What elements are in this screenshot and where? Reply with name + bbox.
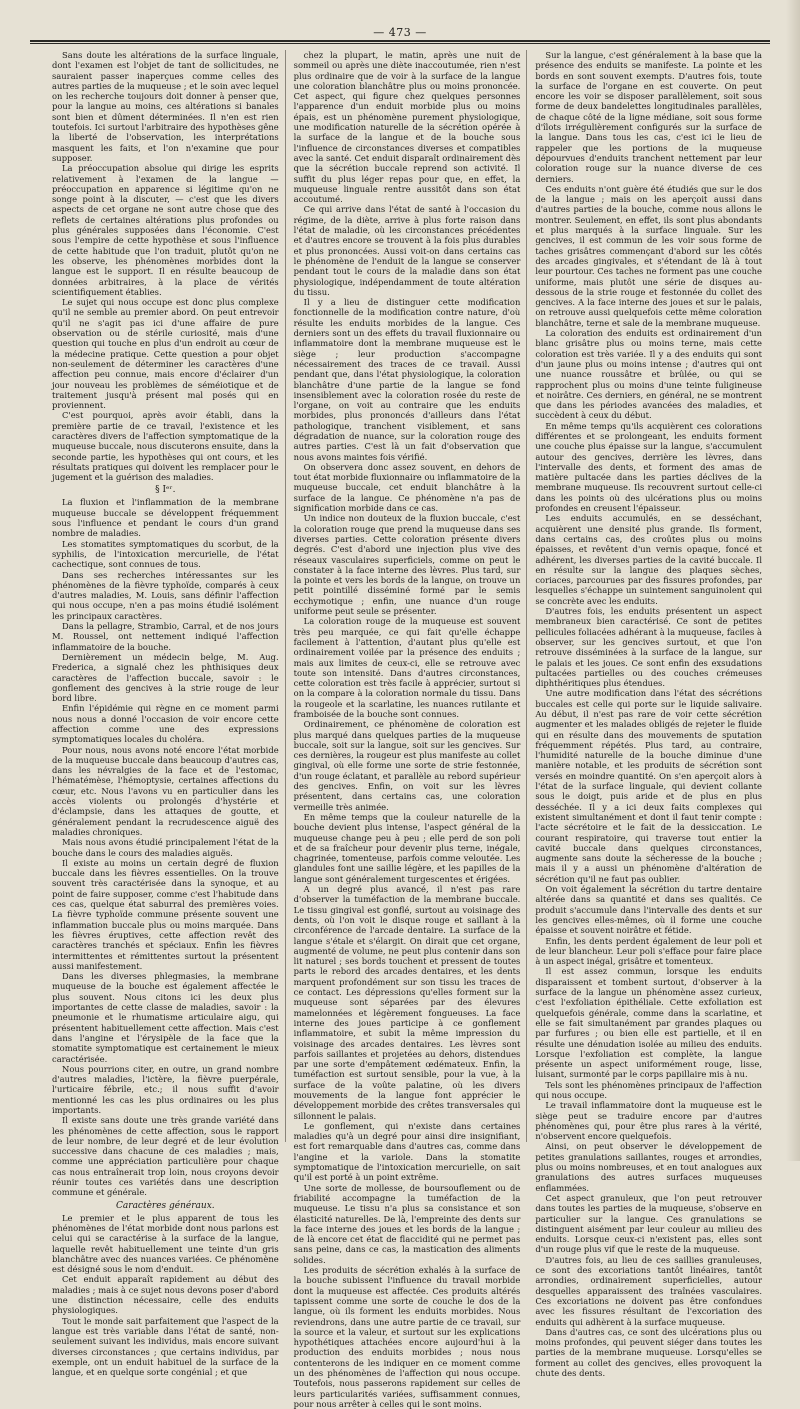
text-columns bbox=[52, 50, 763, 1409]
paragraph: D'autres fois, au lieu de ces saillies granuleuses, ce sont des excoriations tantôt linéaires, tantôt arrondies, ordinairement superficielles, autour desquelles apparaissent des traînées vasculaires. Ces excoriations ne doivent pas être confondues avec les fissures résultant de l'excoriation des enduits qui adhèrent à la surface muqueuse. bbox=[535, 1254, 763, 1327]
paragraph: chez la plupart, le matin, après une nuit de sommeil ou après une diète inaccoutumée, rien n'est plus ordinaire que de voir à la surface de la langue une coloration blanchâtre plus ou moins prononcée. Cet aspect, qui figure chez quelques personnes l'apparence d'un enduit morbide plus ou moins épais, est un phénomène purement physiologique, une modification naturelle de la sécrétion opérée à la surface de la langue et de la bouche sous l'influence de circonstances diverses et compatibles avec la santé. Cet enduit disparaît ordinairement dès que la sécrétion buccale reprend son activité. Il suffit du plus léger repas pour que, en effet, la muqueuse linguale rentre aussitôt dans son état accoutumé. bbox=[293, 50, 521, 205]
paragraph: Les enduits accumulés, en se desséchant, acquièrent une densité plus grande. Ils forment, dans certains cas, des croûtes plus ou moins épaisses, et revêtent d'un vernis opaque, foncé et adhérent, les diverses parties de la cavité buccale. Il en résulte sur la langue des plaques sèches, coriaces, parcourues par des fissures profondes, par lesquelles s'échappe un suintement sanguinolent qui se concrète avec les enduits. bbox=[535, 513, 763, 606]
column-middle bbox=[293, 50, 528, 1409]
header-rule-thin bbox=[30, 43, 770, 44]
paragraph: Il existe sans doute une très grande variété dans les phénomènes de cette affection, sous le rapport de leur nombre, de leur degré et de leur évolution successive dans chacune de ces maladies ; mais, comme une appréciation particulière pour chaque cas nous entraînerait trop loin, nous croyons devoir réunir toutes ces variétés dans une description commune et générale. bbox=[52, 1115, 279, 1198]
column-right bbox=[535, 50, 763, 1378]
paragraph: Le sujet qui nous occupe est donc plus complexe qu'il ne semble au premier abord. On peut entrevoir qu'il ne s'agit pas ici d'une affaire de pure observation ou de stérile curiosité, mais d'une question qui touche en plus d'un endroit au cœur de la médecine pratique. Cette question a pour objet non-seulement de déterminer les caractères d'une affection peu connue, mais encore d'éclairer d'un jour nouveau les problèmes de séméiotique et de traitement jusqu'à présent mal posés qui en proviennent. bbox=[52, 297, 279, 411]
paragraph: Il y a lieu de distinguer cette modification fonctionnelle de la modification contre nature, d'où résulte les enduits morbides de la langue. Ces derniers sont un des effets du travail fluxionnaire ou inflammatoire dont la membrane muqueuse est le siège ; leur production s'accompagne nécessairement des traces de ce travail. Aussi pendant que, dans l'état physiologique, la coloration blanchâtre d'une partie de la langue se fond insensiblement avec la coloration rosée du reste de l'organe, on voit au contraire que les enduits morbides, plus prononcés d'ailleurs dans l'état pathologique, tranchent visiblement, et sans dégradation de nuance, sur la coloration rouge des autres parties. C'est là un fait d'observation que nous avons maintes fois vérifié. bbox=[293, 297, 521, 462]
paragraph: La coloration des enduits est ordinairement d'un blanc grisâtre plus ou moins terne, mais cette coloration est très variée. Il y a des enduits qui sont d'un jaune plus ou moins intense ; d'autres qui ont une nuance roussâtre et brûlée, ou qui se rapprochent plus ou moins d'une teinte fuligineuse et noirâtre. Ces derniers, en général, ne se montrent que dans les périodes avancées des maladies, et succèdent à ceux du début. bbox=[535, 328, 763, 421]
paragraph: Enfin, les dents perdent également de leur poli et de leur blancheur. Leur poli s'efface pour faire place à un aspect inégal, grisâtre et tomenteux. bbox=[535, 935, 763, 967]
paragraph: On voit également la sécrétion du tartre dentaire altérée dans sa quantité et dans ses qualités. Ce produit s'accumule dans l'intervalle des dents et sur les gencives elles-mêmes, où il forme une couche épaisse et souvent noirâtre et fétide. bbox=[535, 884, 763, 936]
paragraph: Pour nous, nous avons noté encore l'état morbide de la muqueuse buccale dans beaucoup d'autres cas, dans les névralgies de la face et de l'estomac, l'hématémèse, l'hémoptysie, certaines affections du cœur, etc. Nous l'avons vu en particulier dans les accès violents ou prolongés d'hystérie et d'éclampsie, dans les attaques de goutte, et généralement pendant la recrudescence aiguë des maladies chroniques. bbox=[52, 744, 279, 837]
section-heading: § Iᵉʳ. bbox=[155, 485, 176, 496]
header-rule bbox=[30, 40, 770, 42]
paragraph: Il existe au moins un certain degré de fluxion buccale dans les fièvres essentielles. On la trouve souvent très caractérisée dans la synoque, et au point de faire supposer, comme c'est l'habitude dans ces cas, quelque état saburral des premières voies. La fièvre typhoïde commune présente souvent une inflammation buccale plus ou moins marquée. Dans les fièvres éruptives, cette affection revêt des caractères tranchés et spéciaux. Enfin les fièvres intermittentes et rémittentes surtout la présentent aussi manifestement. bbox=[52, 857, 279, 971]
paragraph: Une autre modification dans l'état des sécrétions buccales est celle qui porte sur le liquide salivaire. Au début, il n'est pas rare de voir cette sécrétion augmenter et les malades obligés de rejeter le fluide qui en résulte dans des mouvements de sputation fréquemment répétés. Plus tard, au contraire, l'humidité naturelle de la bouche diminue d'une manière notable, et les produits de sécrétion sont versés en moindre quantité. On s'en aperçoit alors à l'état de la surface linguale, qui devient collante sous le doigt, puis aride et de plus en plus desséchée. Il y a ici deux faits complexes qui existent simultanément et dont il faut tenir compte : l'acte sécrétoire et le fait de la dessiccation. Le courant respiratoire, qui traverse tout entier la cavité buccale dans quelques circonstances, augmente sans doute la sécheresse de la bouche ; mais il y a aussi un phénomène d'altération de sécrétion qu'il ne faut pas oublier. bbox=[535, 688, 763, 884]
page-edge-shadow bbox=[786, 0, 800, 1161]
paragraph: Cet aspect granuleux, que l'on peut retrouver dans toutes les parties de la muqueuse, s'observe en particulier sur la langue. Ces granulations se distinguent aisément par leur couleur au milieu des enduits. Lorsque ceux-ci n'existent pas, elles sont d'un rouge plus vif que le reste de la muqueuse. bbox=[535, 1192, 763, 1255]
paragraph: Dans ses recherches intéressantes sur les phénomènes de la fièvre typhoïde, comparés à ceux d'autres maladies, M. Louis, sans définir l'affection qui nous occupe, n'en a pas moins étudié isolément les principaux caractères. bbox=[52, 569, 279, 621]
paragraph: Ordinairement, ce phénomène de coloration est plus marqué dans quelques parties de la muqueuse buccale, soit sur la langue, soit sur les gencives. Sur ces dernières, la rougeur est plus manifeste au collet gingival, où elle forme une sorte de strie festonnée, d'un rouge éclatant, et parallèle au rebord supérieur des gencives. Enfin, on voit sur les lèvres présentent, dans certains cas, une coloration vermeille très animée. bbox=[293, 719, 521, 812]
paragraph: On observera donc assez souvent, en dehors de tout état morbide fluxionnaire ou inflammatoire de la muqueuse buccale, cet enduit blanchâtre à la surface de la langue. Ce phénomène n'a pas de signification morbide dans ce cas. bbox=[293, 461, 521, 514]
paragraph: Dans d'autres cas, ce sont des ulcérations plus ou moins profondes, qui peuvent siéger dans toutes les parties de la membrane muqueuse. Lorsqu'elles se forment au collet des gencives, elles provoquent la chute des dents. bbox=[535, 1326, 763, 1378]
paragraph: Ces enduits n'ont guère été étudiés que sur le dos de la langue ; mais on les aperçoit aussi dans d'autres parties de la bouche, comme nous allons le montrer. Seulement, en effet, ils sont plus abondants et plus marqués à la surface linguale. Sur les gencives, il est commun de les voir sous forme de taches grisâtres commençant d'abord sur les côtés des arcades gingivales, et s'étendant de là à tout leur pourtour. Ces taches ne forment pas une couche uniforme, mais plutôt une série de disques au-dessous de la strie rouge et festonnée du collet des gencives. A la face interne des joues et sur le palais, on retrouve aussi quelquefois cette même coloration blanchâtre, terne et sale de la membrane muqueuse. bbox=[535, 183, 763, 328]
paragraph: La fluxion et l'inflammation de la membrane muqueuse buccale se développent fréquemment sous l'influence et pendant le cours d'un grand nombre de maladies. bbox=[52, 497, 279, 539]
paragraph: En même temps qu'ils acquièrent ces colorations différentes et se prolongeant, les enduits forment une couche plus épaisse sur la langue, s'accumulent autour des gencives, derrière les lèvres, dans l'intervalle des dents, et forment des amas de matière pultacée dans les parties déclives de la membrane muqueuse. Ils recouvrent surtout celle-ci dans les points où des ulcérations plus ou moins profondes en creusent l'épaisseur. bbox=[535, 420, 763, 514]
paragraph: D'autres fois, les enduits présentent un aspect membraneux bien caractérisé. Ce sont de petites pellicules foliacées adhérant à la muqueuse, faciles à observer, sur les gencives surtout, et que l'on retrouve disséminées à la surface de la langue, sur le palais et les joues. Ce sont enfin des exsudations pultacées partielles ou des couches crémeuses diphthéritiques plus étendues. bbox=[535, 606, 763, 689]
paragraph: Cet enduit apparaît rapidement au début des maladies ; mais à ce sujet nous devons poser d'abord une distinction nécessaire, celle des enduits physiologiques. bbox=[52, 1274, 279, 1316]
paragraph: Dans les diverses phlegmasies, la membrane muqueuse de la bouche est également affectée le plus souvent. Nous citons ici les deux plus importantes de cette classe de maladies, savoir : la pneumonie et le rhumatisme articulaire aigu, qui présentent habituellement cette affection. Mais c'est dans l'angine et l'érysipèle de la face que la stomatite symptomatique est certainement le mieux caractérisée. bbox=[52, 971, 279, 1064]
page-header bbox=[30, 22, 770, 42]
paragraph: Un indice non douteux de la fluxion buccale, c'est la coloration rouge que prend la muqueuse dans ses diverses parties. Cette coloration présente divers degrés. C'est d'abord une injection plus vive des réseaux vasculaires superficiels, comme on peut le constater à la face interne des lèvres. Plus tard, sur la pointe et vers les bords de la langue, on trouve un petit pointillé disséminé formé par le semis ecchymotique ; enfin, une nuance d'un rouge uniforme peut seule se présenter. bbox=[293, 513, 521, 617]
paragraph: Dernièrement un médecin belge, M. Aug. Frederica, a signalé chez les phthisiques deux caractères de l'affection buccale, savoir : le gonflement des gencives à la strie rouge de leur bord libre. bbox=[52, 651, 279, 704]
paragraph: C'est pourquoi, après avoir établi, dans la première partie de ce travail, l'existence et les caractères divers de l'affection symptomatique de la muqueuse buccale, nous discuterons ensuite, dans la seconde partie, les hypothèses qui ont cours, et les résultats pratiques qui doivent les remplacer pour le jugement et la guérison des maladies. bbox=[52, 410, 279, 483]
paragraph: Les produits de sécrétion exhalés à la surface de la bouche subissent l'influence du travail morbide dont la muqueuse est affectée. Ces produits altérés tapissent comme une sorte de couche le dos de la langue, où ils forment les enduits morbides. Nous reviendrons, dans une autre partie de ce travail, sur la source et la valeur, et surtout sur les explications hypothétiques attachées encore aujourd'hui à la production des enduits morbides ; nous nous contenterons de les indiquer en ce moment comme un des phénomènes de l'affection qui nous occupe. Toutefois, nous passerons rapidement sur celles de leurs particularités variées, suffisamment connues, pour nous arrêter à celles qui le sont moins. bbox=[293, 1265, 521, 1409]
paragraph: La coloration rouge de la muqueuse est souvent très peu marquée, ce qui fait qu'elle échappe facilement à l'attention, d'autant plus qu'elle est ordinairement voilée par la présence des enduits ; mais aux limites de ceux-ci, elle se retrouve avec toute son intensité. Dans d'autres circonstances, cette coloration est très facile à apprécier, surtout si on la compare à la coloration normale du tissu. Dans la rougeole et la scarlatine, les nuances rutilante et framboisée de la bouche sont connues. bbox=[293, 616, 521, 719]
paragraph: Tout le monde sait parfaitement que l'aspect de la langue est très variable dans l'état de santé, non-seulement suivant les individus, mais encore suivant diverses circonstances ; que certains individus, par exemple, ont un enduit habituel de la surface de la langue, et en quelque sorte congénial ; et que bbox=[52, 1315, 279, 1378]
paragraph: Tels sont les phénomènes principaux de l'affection qui nous occupe. bbox=[535, 1079, 763, 1100]
paragraph: Les stomatites symptomatiques du scorbut, de la syphilis, de l'intoxication mercurielle, de l'état cachectique, sont connues de tous. bbox=[52, 538, 279, 570]
paragraph: Enfin l'épidémie qui règne en ce moment parmi nous nous a donné l'occasion de voir encore cette affection comme une des expressions symptomatiques locales du choléra. bbox=[52, 703, 279, 745]
paragraph: Il est assez commun, lorsque les enduits disparaissent et tombent surtout, d'observer à la surface de la langue un phénomène assez curieux, c'est l'exfoliation épithéliale. Cette exfoliation est quelquefois générale, comme dans la scarlatine, et elle se fait simultanément par grandes plaques ou par furfures ; ou bien elle est partielle, et il en résulte une dénudation isolée au milieu des enduits. Lorsque l'exfoliation est complète, la langue présente un aspect uniformément rouge, lisse, luisant, surmonté par le corps papillaire mis à nu. bbox=[535, 966, 763, 1080]
paragraph: Dans la pellagre, Strambio, Carral, et de nos jours M. Roussel, ont nettement indiqué l'affection inflammatoire de la bouche. bbox=[52, 621, 279, 652]
page-number: — 473 — bbox=[373, 26, 427, 39]
paragraph: En même temps que la couleur naturelle de la bouche devient plus intense, l'aspect général de la muqueuse change peu à peu ; elle perd de son poli et de sa fraîcheur pour devenir plus terne, inégale, chagrinée, tomenteuse, parfois comme veloutée. Les glandules font une saillie légère, et les papilles de la langue sont généralement turgescentes et érigées. bbox=[293, 811, 521, 884]
paragraph: Sur la langue, c'est généralement à la base que la présence des enduits se manifeste. La pointe et les bords en sont souvent exempts. D'autres fois, toute la surface de l'organe en est couverte. On peut encore les voir se disposer parallèlement, soit sous forme de deux bandelettes longitudinales parallèles, de chaque côté de la ligne médiane, soit sous forme d'îlots irrégulièrement configurés sur la surface de la langue. Dans tous les cas, c'est ici le lieu de rappeler que les portions de la muqueuse dépourvues d'enduits tranchent nettement par leur coloration rouge sur la nuance diverse de ces derniers. bbox=[535, 50, 763, 184]
paragraph: Le gonflement, qui n'existe dans certaines maladies qu'à un degré pour ainsi dire insignifiant, est fort remarquable dans d'autres cas, comme dans l'angine et la variole. Dans la stomatite symptomatique de l'intoxication mercurielle, on sait qu'il est porté à un point extrême. bbox=[293, 1120, 521, 1183]
paragraph: A un degré plus avancé, il n'est pas rare d'observer la tuméfaction de la membrane buccale. Le tissu gingival est gonflé, surtout au voisinage des dents, où l'on voit le disque rouge et saillant à la circonférence de l'arcade dentaire. La surface de la langue s'étale et s'élargit. On dirait que cet organe, augmenté de volume, ne peut plus contenir dans son lit naturel ; ses bords touchent et pressent de toutes parts le rebord des arcades dentaires, et les dents marquent profondément sur son tissu les traces de ce contact. Les dépressions qu'elles forment sur la muqueuse sont séparées par des élevures mamelonnées et légèrement fongueuses. La face interne des joues participe à ce gonflement inflammatoire, et subit la même impression du voisinage des arcades dentaires. Les lèvres sont parfois saillantes et projetées au dehors, distendues par une sorte d'empâtement œdémateux. Enfin, la tuméfaction est surtout sensible, pour la vue, à la surface de la voûte palatine, où les divers mouvements de la langue font apprécier le développement morbide des crêtes transversales qui sillonnent le palais. bbox=[293, 884, 521, 1121]
paragraph: Ainsi, on peut observer le développement de petites granulations saillantes, rouges et arrondies, plus ou moins nombreuses, et en tout analogues aux granulations des autres surfaces muqueuses enflammées. bbox=[535, 1141, 763, 1193]
paragraph: Une sorte de mollesse, de boursouflement ou de friabilité accompagne la tuméfaction de la muqueuse. Le tissu n'a plus sa consistance et son élasticité naturelles. De là, l'empreinte des dents sur la face interne des joues et les bords de la langue ; de là encore cet état de flaccidité qui ne permet pas sans peine, dans ce cas, la mastication des aliments solides. bbox=[293, 1182, 521, 1265]
paragraph: Mais nous avons étudié principalement l'état de la bouche dans le cours des maladies aiguës. bbox=[52, 837, 279, 858]
paragraph: Le premier et le plus apparent de tous les phénomènes de l'état morbide dont nous parlons est celui qui se caractérise à la surface de la langue, laquelle revêt habituellement une teinte d'un gris blanchâtre avec des nuances variées. Ce phénomène est désigné sous le nom d'enduit. bbox=[52, 1212, 279, 1275]
paragraph: Nous pourrions citer, en outre, un grand nombre d'autres maladies, l'ictère, la fièvre puerpérale, l'urticaire fébrile, etc.; il nous suffit d'avoir mentionné les cas les plus ordinaires ou les plus importants. bbox=[52, 1063, 279, 1115]
paragraph: Sans doute les altérations de la surface linguale, dont l'examen est l'objet de tant de sollicitudes, ne sauraient passer inaperçues comme celles des autres parties de la muqueuse ; et le soin avec lequel on les recherche toujours doit donner à penser que, pour la langue au moins, ces altérations si banales sont bien et dûment déterminées. Il n'en est rien toutefois. Ici surtout l'arbitraire des hypothèses gêne la liberté de l'observation, les interprétations masquent les faits, et l'on n'examine que pour supposer. bbox=[52, 50, 279, 163]
paragraph: La préoccupation absolue qui dirige les esprits relativement à l'examen de la langue — préoccupation en apparence si légitime qu'on ne songe point à la discuter, — c'est que les divers aspects de cet organe ne sont autre chose que des reflets de certaines altérations plus profondes ou plus générales supposées dans l'économie. C'est sous l'empire de cette hypothèse et sous l'influence de cette habitude que l'on traduit, plutôt qu'on ne les observe, les phénomènes morbides dont la langue est le support. Il en résulte beaucoup de données arbitraires, à la place de vérités scientifiquement établies. bbox=[52, 163, 279, 297]
column-left bbox=[52, 50, 286, 1378]
paragraph: Le travail inflammatoire dont la muqueuse est le siège peut se traduire encore par d'autres phénomènes qui, pour être plus rares à la vérité, n'observent encore quelquefois. bbox=[535, 1100, 763, 1142]
paragraph: Ce qui arrive dans l'état de santé à l'occasion du régime, de la diète, arrive à plus forte raison dans l'état de maladie, où les circonstances précédentes et d'autres encore se trouvent à la fois plus durables et plus prononcées. Aussi voit-on dans certains cas le phénomène de l'enduit de la langue se conserver pendant tout le cours de la maladie dans son état physiologique, indépendamment de toute altération du tissu. bbox=[293, 204, 521, 297]
section-heading: Caractères généraux. bbox=[116, 1200, 215, 1211]
